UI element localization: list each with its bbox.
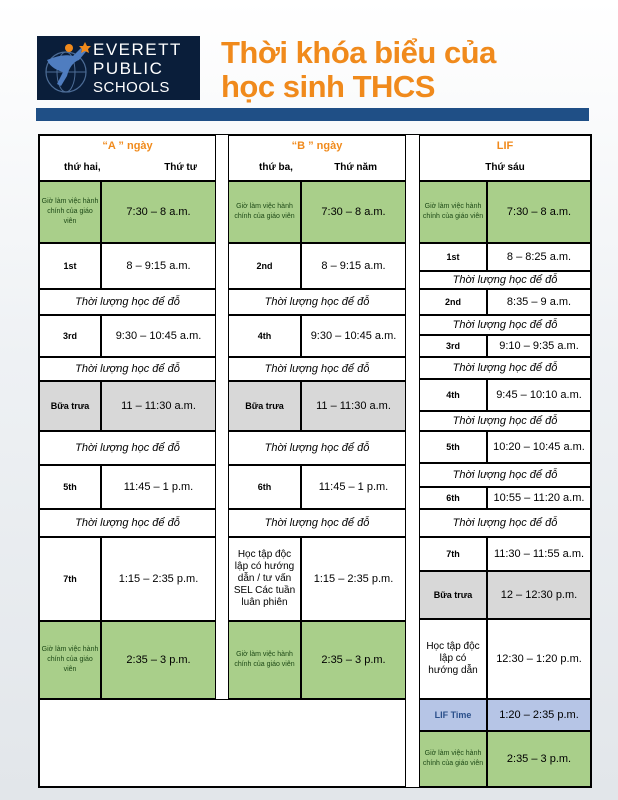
b-sel-time-cell (301, 537, 406, 621)
column-b-heading: “B ” ngày (291, 139, 343, 152)
column-b-days (229, 162, 405, 173)
logo-line-3: SCHOOLS (93, 79, 170, 96)
a-p5-time-cell (101, 465, 216, 509)
lif-lunch-label: Bữa trưa (433, 590, 473, 600)
b-p2-time-cell (301, 243, 406, 289)
district-logo (37, 36, 200, 100)
b-pass-2: Thời lượng học để đỗ (264, 363, 370, 375)
a-pass-4: Thời lượng học để đỗ (75, 517, 180, 529)
a-office2-time: 2:35 – 3 p.m. (126, 654, 191, 666)
lif-pass-5: Thời lượng học để đỗ (452, 469, 558, 481)
lif-p4-label: 4th (446, 390, 460, 400)
logo-line-1: EVERETT (93, 40, 182, 59)
lif-time-value-cell (487, 699, 591, 731)
lif-p2-label: 2nd (444, 297, 461, 307)
a-p3-time: 9:30 – 10:45 a.m. (115, 330, 202, 342)
a-pass-3-cell (39, 431, 216, 465)
lif-p3-time: 9:10 – 9:35 a.m. (499, 340, 579, 352)
a-p5-time: 11:45 – 1 p.m. (123, 481, 194, 493)
b-office2-label: Giờ làm việc hành chính của giáo viên (234, 651, 295, 668)
a-pass-2: Thời lượng học để đỗ (75, 363, 180, 375)
b-lunch-time: 11 – 11:30 a.m. (316, 400, 391, 412)
column-lif-day-cell (419, 155, 591, 181)
column-b-day-2: Thứ năm (334, 162, 377, 173)
column-lif-heading-cell (419, 135, 591, 155)
lif-pass-4: Thời lượng học để đỗ (452, 415, 558, 427)
lif-p4-time: 9:45 – 10:10 a.m. (496, 389, 582, 401)
column-a-days (40, 162, 215, 173)
lif-p6-label: 6th (446, 493, 460, 503)
lif-p3-label-cell (419, 335, 487, 357)
a-p7-label-cell (39, 537, 101, 621)
lif-pass-1-cell (419, 271, 591, 289)
b-p2-time: 8 – 9:15 a.m. (321, 260, 386, 272)
lif-office-time-cell (487, 181, 591, 243)
b-p6-label: 6th (257, 482, 272, 492)
lif-office2-time-cell (487, 731, 591, 787)
lif-pass-5-cell (419, 463, 591, 487)
lif-time-label: LIF Time (434, 710, 472, 720)
b-office-label: Giờ làm việc hành chính của giáo viên (234, 203, 295, 220)
a-pass-1: Thời lượng học để đỗ (75, 296, 180, 308)
a-lunch-time: 11 – 11:30 a.m. (121, 400, 196, 412)
b-pass-1: Thời lượng học để đỗ (264, 296, 370, 308)
lif-p4-label-cell (419, 379, 487, 411)
lif-p5-label: 5th (446, 442, 460, 452)
lif-office2-label: Giờ làm việc hành chính của giáo viên (422, 750, 484, 767)
page-title (221, 36, 601, 104)
lif-pass-3: Thời lượng học để đỗ (452, 362, 558, 374)
lif-pass-2-cell (419, 315, 591, 335)
a-lunch-label: Bữa trưa (50, 401, 90, 411)
column-a-day-2: Thứ tư (164, 162, 197, 173)
lif-lunch-time: 12 – 12:30 p.m. (500, 589, 578, 601)
b-pass-4-cell (228, 509, 406, 537)
b-p4-label-cell (228, 315, 301, 357)
a-p3-label-cell (39, 315, 101, 357)
b-office2-time: 2:35 – 3 p.m. (321, 654, 386, 666)
column-lif-day: Thứ sáu (485, 162, 525, 173)
a-p7-label: 7th (63, 574, 77, 584)
lif-p5-label-cell (419, 431, 487, 463)
lif-p7-label-cell (419, 537, 487, 571)
b-p6-time: 11:45 – 1 p.m. (318, 481, 389, 493)
b-office-label-cell (228, 181, 301, 243)
schedule-frame (38, 134, 592, 788)
lif-lunch-time-cell (487, 571, 591, 619)
lif-time-value: 1:20 – 2:35 p.m. (499, 709, 579, 721)
column-a-day (39, 135, 216, 787)
b-pass-2-cell (228, 357, 406, 381)
column-b-day (228, 135, 406, 787)
lif-p5-time-cell (487, 431, 591, 463)
b-p2-label: 2nd (256, 261, 273, 271)
lif-office-time: 7:30 – 8 a.m. (506, 206, 572, 218)
a-lunch-time-cell (101, 381, 216, 431)
a-office2-time-cell (101, 621, 216, 699)
b-lunch-label: Bữa trưa (245, 401, 284, 411)
a-pass-4-cell (39, 509, 216, 537)
column-b-heading-cell (228, 135, 406, 155)
lif-study-time-cell (487, 619, 591, 699)
logo-text (93, 40, 197, 97)
b-p2-label-cell (228, 243, 301, 289)
b-sel-time: 1:15 – 2:35 p.m. (313, 573, 394, 585)
a-p5-label-cell (39, 465, 101, 509)
column-lif-heading: LIF (496, 139, 514, 152)
lif-p6-time: 10:55 – 11:20 a.m. (493, 492, 585, 504)
a-office-label: Giờ làm việc hành chính của giáo viên (41, 198, 99, 225)
lif-office-label: Giờ làm việc hành chính của giáo viên (422, 203, 484, 220)
b-p4-time: 9:30 – 10:45 a.m. (310, 330, 397, 342)
lif-office2-label-cell (419, 731, 487, 787)
page-title-line-1: Thời khóa biểu của (221, 35, 496, 70)
a-pass-1-cell (39, 289, 216, 315)
lif-office-label-cell (419, 181, 487, 243)
lif-p3-time-cell (487, 335, 591, 357)
b-sel-label-cell (228, 537, 301, 621)
lif-p6-label-cell (419, 487, 487, 509)
lif-pass-1: Thời lượng học để đỗ (452, 274, 558, 286)
a-p1-label-cell (39, 243, 101, 289)
a-office-time: 7:30 – 8 a.m. (126, 206, 191, 218)
lif-office2-time: 2:35 – 3 p.m. (506, 753, 572, 765)
lif-pass-6: Thời lượng học để đỗ (452, 517, 558, 529)
page-title-line-2: học sinh THCS (221, 69, 435, 104)
student-figure-icon (39, 38, 93, 98)
lif-p3-label: 3rd (445, 341, 460, 351)
lif-p5-time: 10:20 – 10:45 a.m. (493, 441, 585, 453)
b-p6-time-cell (301, 465, 406, 509)
lif-pass-4-cell (419, 411, 591, 431)
logo-line-2: PUBLIC (93, 59, 164, 78)
a-lunch-label-cell (39, 381, 101, 431)
b-office2-time-cell (301, 621, 406, 699)
a-p3-time-cell (101, 315, 216, 357)
b-sel-label: Học tập độc lập có hướng dẫn / tư vấn SEL Các tuần luân phiên (233, 549, 296, 608)
b-lunch-time-cell (301, 381, 406, 431)
lif-p2-time: 8:35 – 9 a.m. (506, 296, 572, 308)
b-p6-label-cell (228, 465, 301, 509)
lif-pass-6-cell (419, 509, 591, 537)
lif-p4-time-cell (487, 379, 591, 411)
column-a-heading: “A ” ngày (102, 139, 153, 152)
column-a-days-cell (39, 155, 216, 181)
empty-bottom-cell (39, 699, 406, 787)
b-office2-label-cell (228, 621, 301, 699)
b-lunch-label-cell (228, 381, 301, 431)
lif-p1-label-cell (419, 243, 487, 271)
a-office-time-cell (101, 181, 216, 243)
a-p1-time: 8 – 9:15 a.m. (126, 260, 191, 272)
column-a-heading-cell (39, 135, 216, 155)
lif-p2-time-cell (487, 289, 591, 315)
lif-p2-label-cell (419, 289, 487, 315)
header-rule (36, 108, 589, 121)
a-office2-label: Giờ làm việc hành chính của giáo viên (41, 646, 99, 673)
a-p7-time: 1:15 – 2:35 p.m. (118, 573, 199, 585)
lif-study-label-cell (419, 619, 487, 699)
lif-p1-time-cell (487, 243, 591, 271)
column-a-day-1: thứ hai, (64, 162, 101, 173)
a-office2-label-cell (39, 621, 101, 699)
column-lif (419, 135, 591, 787)
lif-p1-time: 8 – 8:25 a.m. (506, 251, 572, 263)
a-p1-time-cell (101, 243, 216, 289)
lif-study-label: Học tập độc lập có hướng dẫn (426, 641, 480, 676)
lif-p7-time-cell (487, 537, 591, 571)
column-b-days-cell (228, 155, 406, 181)
a-p7-time-cell (101, 537, 216, 621)
column-b-day-1: thứ ba, (259, 162, 293, 173)
lif-lunch-label-cell (419, 571, 487, 619)
lif-p7-label: 7th (446, 549, 460, 559)
b-pass-4: Thời lượng học để đỗ (264, 517, 370, 529)
lif-study-time: 12:30 – 1:20 p.m. (496, 653, 582, 665)
a-p3-label: 3rd (62, 331, 77, 341)
lif-pass-2: Thời lượng học để đỗ (452, 319, 558, 331)
a-p5-label: 5th (63, 482, 77, 492)
a-p1-label: 1st (63, 261, 77, 271)
b-pass-3-cell (228, 431, 406, 465)
lif-pass-3-cell (419, 357, 591, 379)
b-office-time-cell (301, 181, 406, 243)
a-office-label-cell (39, 181, 101, 243)
a-pass-2-cell (39, 357, 216, 381)
b-p4-time-cell (301, 315, 406, 357)
b-p4-label: 4th (257, 331, 272, 341)
lif-p7-time: 11:30 – 11:55 a.m. (493, 548, 585, 560)
b-pass-3: Thời lượng học để đỗ (264, 442, 370, 454)
a-pass-3: Thời lượng học để đỗ (75, 442, 180, 454)
lif-p1-label: 1st (446, 252, 460, 262)
lif-time-label-cell (419, 699, 487, 731)
b-office-time: 7:30 – 8 a.m. (321, 206, 386, 218)
b-pass-1-cell (228, 289, 406, 315)
lif-p6-time-cell (487, 487, 591, 509)
